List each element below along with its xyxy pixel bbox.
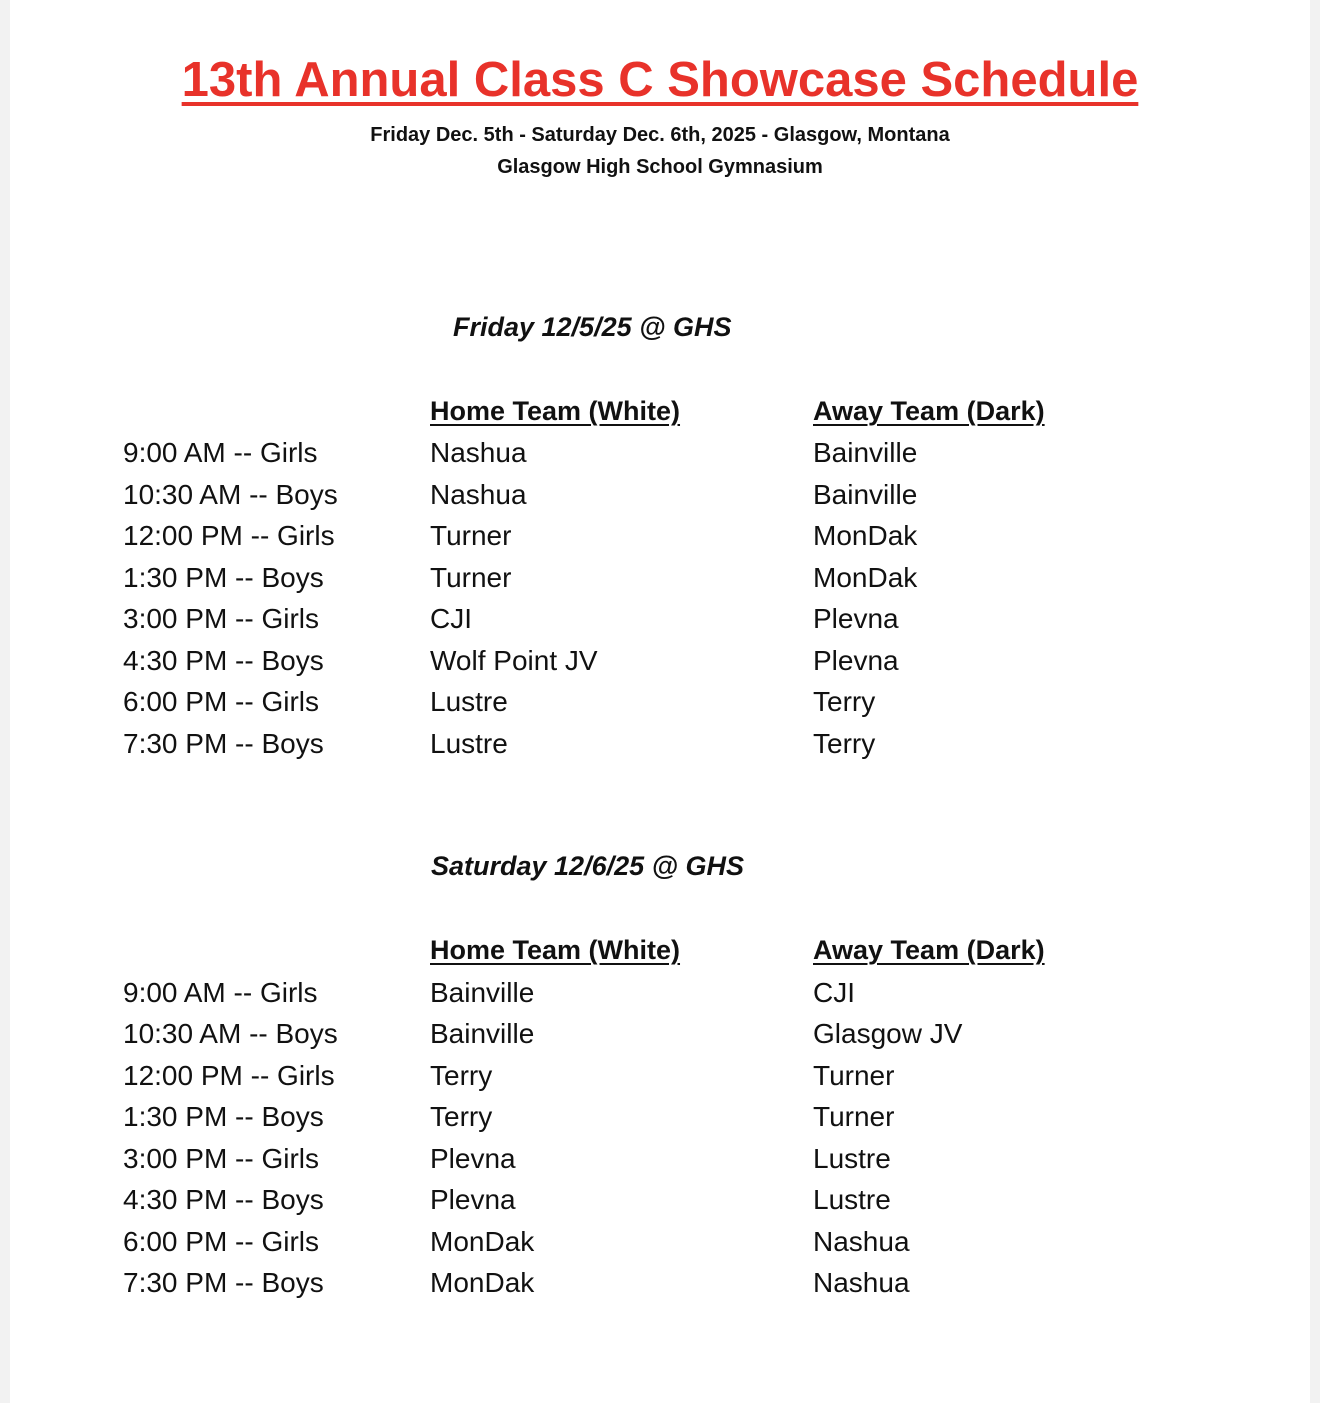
home-team: Turner — [430, 562, 512, 593]
game-time: 12:00 PM -- Girls — [123, 520, 335, 551]
saturday-game-row — [0, 1184, 1320, 1224]
game-time: 6:00 PM -- Girls — [123, 1226, 320, 1257]
event-dates: Friday Dec. 5th - Saturday Dec. 6th, 2025 - Glasgow, Montana — [370, 124, 950, 146]
away-team: Bainville — [813, 437, 918, 468]
game-time: 9:00 AM -- Girls — [123, 437, 318, 468]
friday-game-row — [0, 645, 1320, 685]
home-team: MonDak — [430, 1226, 535, 1257]
saturday-game-row — [0, 977, 1320, 1017]
saturday-home-header: Home Team (White) — [430, 935, 681, 965]
home-team: Terry — [430, 1101, 493, 1132]
friday-game-row — [0, 728, 1320, 768]
away-team: CJI — [813, 977, 855, 1008]
game-time: 12:00 PM -- Girls — [123, 1060, 335, 1091]
saturday-game-row — [0, 1226, 1320, 1266]
home-team: Lustre — [430, 686, 508, 717]
game-time: 9:00 AM -- Girls — [123, 977, 318, 1008]
game-time: 10:30 AM -- Boys — [123, 479, 338, 510]
friday-game-row — [0, 562, 1320, 602]
friday-game-row — [0, 437, 1320, 477]
game-time: 1:30 PM -- Boys — [123, 562, 324, 593]
home-team: Terry — [430, 1060, 493, 1091]
saturday-game-row — [0, 1143, 1320, 1183]
away-team: Nashua — [813, 1226, 910, 1257]
saturday-game-row — [0, 1018, 1320, 1058]
home-team: Lustre — [430, 728, 508, 759]
friday-game-row — [0, 479, 1320, 519]
game-time: 1:30 PM -- Boys — [123, 1101, 324, 1132]
home-team: Nashua — [430, 437, 527, 468]
home-team: Bainville — [430, 977, 535, 1008]
saturday-away-header: Away Team (Dark) — [813, 935, 1045, 965]
saturday-game-row — [0, 1060, 1320, 1100]
away-team: Lustre — [813, 1184, 891, 1215]
game-time: 3:00 PM -- Girls — [123, 603, 320, 634]
home-team: CJI — [430, 603, 472, 634]
game-time: 4:30 PM -- Boys — [123, 1184, 324, 1215]
event-venue: Glasgow High School Gymnasium — [497, 156, 823, 178]
friday-home-header: Home Team (White) — [430, 396, 681, 426]
friday-game-row — [0, 686, 1320, 726]
game-time: 7:30 PM -- Boys — [123, 728, 324, 759]
saturday-game-row — [0, 1267, 1320, 1307]
friday-away-header: Away Team (Dark) — [813, 396, 1045, 426]
friday-heading: Friday 12/5/25 @ GHS — [453, 312, 732, 342]
friday-game-row — [0, 520, 1320, 560]
game-time: 6:00 PM -- Girls — [123, 686, 320, 717]
page-title: 13th Annual Class C Showcase Schedule — [181, 53, 1139, 107]
away-team: MonDak — [813, 562, 918, 593]
away-team: Plevna — [813, 645, 899, 676]
home-team: Nashua — [430, 479, 527, 510]
home-team: MonDak — [430, 1267, 535, 1298]
game-time: 10:30 AM -- Boys — [123, 1018, 338, 1049]
away-team: Terry — [813, 728, 876, 759]
away-team: Bainville — [813, 479, 918, 510]
friday-game-row — [0, 603, 1320, 643]
away-team: Nashua — [813, 1267, 910, 1298]
home-team: Bainville — [430, 1018, 535, 1049]
away-team: Turner — [813, 1101, 895, 1132]
away-team: MonDak — [813, 520, 918, 551]
away-team: Plevna — [813, 603, 899, 634]
away-team: Turner — [813, 1060, 895, 1091]
game-time: 7:30 PM -- Boys — [123, 1267, 324, 1298]
away-team: Lustre — [813, 1143, 891, 1174]
game-time: 3:00 PM -- Girls — [123, 1143, 320, 1174]
away-team: Glasgow JV — [813, 1018, 963, 1049]
home-team: Turner — [430, 520, 512, 551]
home-team: Plevna — [430, 1184, 516, 1215]
game-time: 4:30 PM -- Boys — [123, 645, 324, 676]
home-team: Wolf Point JV — [430, 645, 598, 676]
saturday-game-row — [0, 1101, 1320, 1141]
away-team: Terry — [813, 686, 876, 717]
home-team: Plevna — [430, 1143, 516, 1174]
saturday-heading: Saturday 12/6/25 @ GHS — [431, 851, 744, 881]
